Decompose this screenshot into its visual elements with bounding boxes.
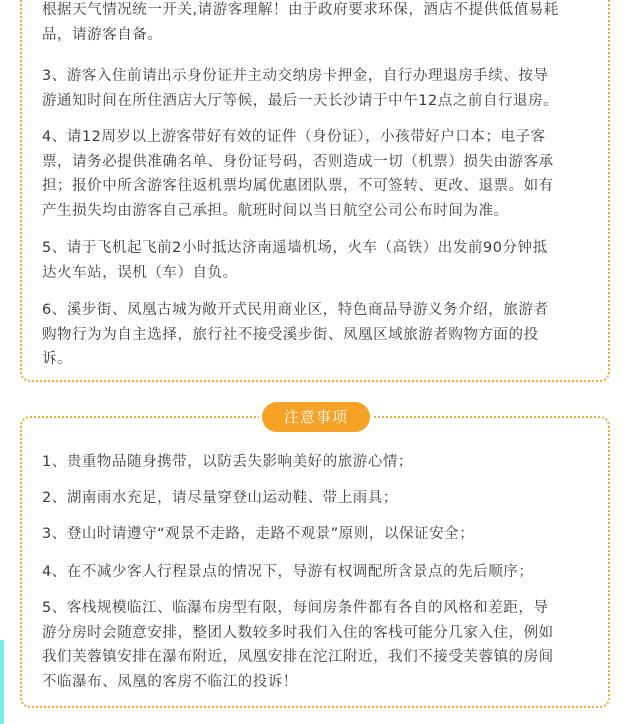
notice-item-3: 3、登山时请遵守“观景不走路，走路不观景”原则，以保证安全； (42, 526, 475, 542)
notice-item-2: 2、湖南雨水充足，请尽量穿登山运动鞋、带上雨具； (42, 490, 398, 506)
terms-item-3: 3、游客入住前请出示身份证并主动交纳房卡押金，自行办理退房手续、按导 游通知时间在所住酒店大厅等候，最后一天长沙请于中午12点之前自行退房。 (42, 68, 559, 109)
terms-item-5: 5、请于飞机起飞前2小时抵达济南遥墙机场，火车（高铁）出发前90分钟抵 达火车站，误机（车）自负。 (42, 240, 548, 281)
terms-item-6: 6、溪步街、凤凰古城为敞开式民用商业区，特色商品导游义务介绍，旅游者 购物行为为自主选择，旅行社不接受溪步街、凤凰区域旅游者购物方面的投 诉。 (42, 302, 549, 367)
terms-item-2-continued: 根据天气情况统一开关,请游客理解！由于政府要求环保，酒店不提供低值易耗 品，请游客自备。 (42, 2, 559, 43)
terms-item-4: 4、请12周岁以上游客带好有效的证件（身份证），小孩带好户口本；电子客 票，请务必提供准确名单、身份证号码，否则造成一切（机票）损失由游客承 担；报价中所含游客往返机票均属优惠团队票，不可签转、更改、退票。如有 产生损失均由游客自己承担。航班时间以当日航空公司公布时间为准。 (42, 129, 554, 219)
notice-item-1: 1、贵重物品随身携带，以防丢失影响美好的旅游心情； (42, 454, 413, 470)
notice-item-5: 5、客栈规模临江、临瀑布房型有限，每间房条件都有各自的风格和差距，导 游分房时会随意安排，整团人数较多时我们入住的客栈可能分几家入住，例如 我们芙蓉镇安排在瀑布附近，凤凰安排在沱江附近，我们不接受芙蓉镇的房间 不临瀑布、凤凰的客房不临江的投诉！ (42, 600, 554, 690)
notice-title-badge: 注意事项 (262, 402, 370, 432)
left-edge-strip (0, 640, 4, 724)
notice-item-4: 4、在不减少客人行程景点的情况下，导游有权调配所含景点的先后顺序； (42, 564, 534, 580)
